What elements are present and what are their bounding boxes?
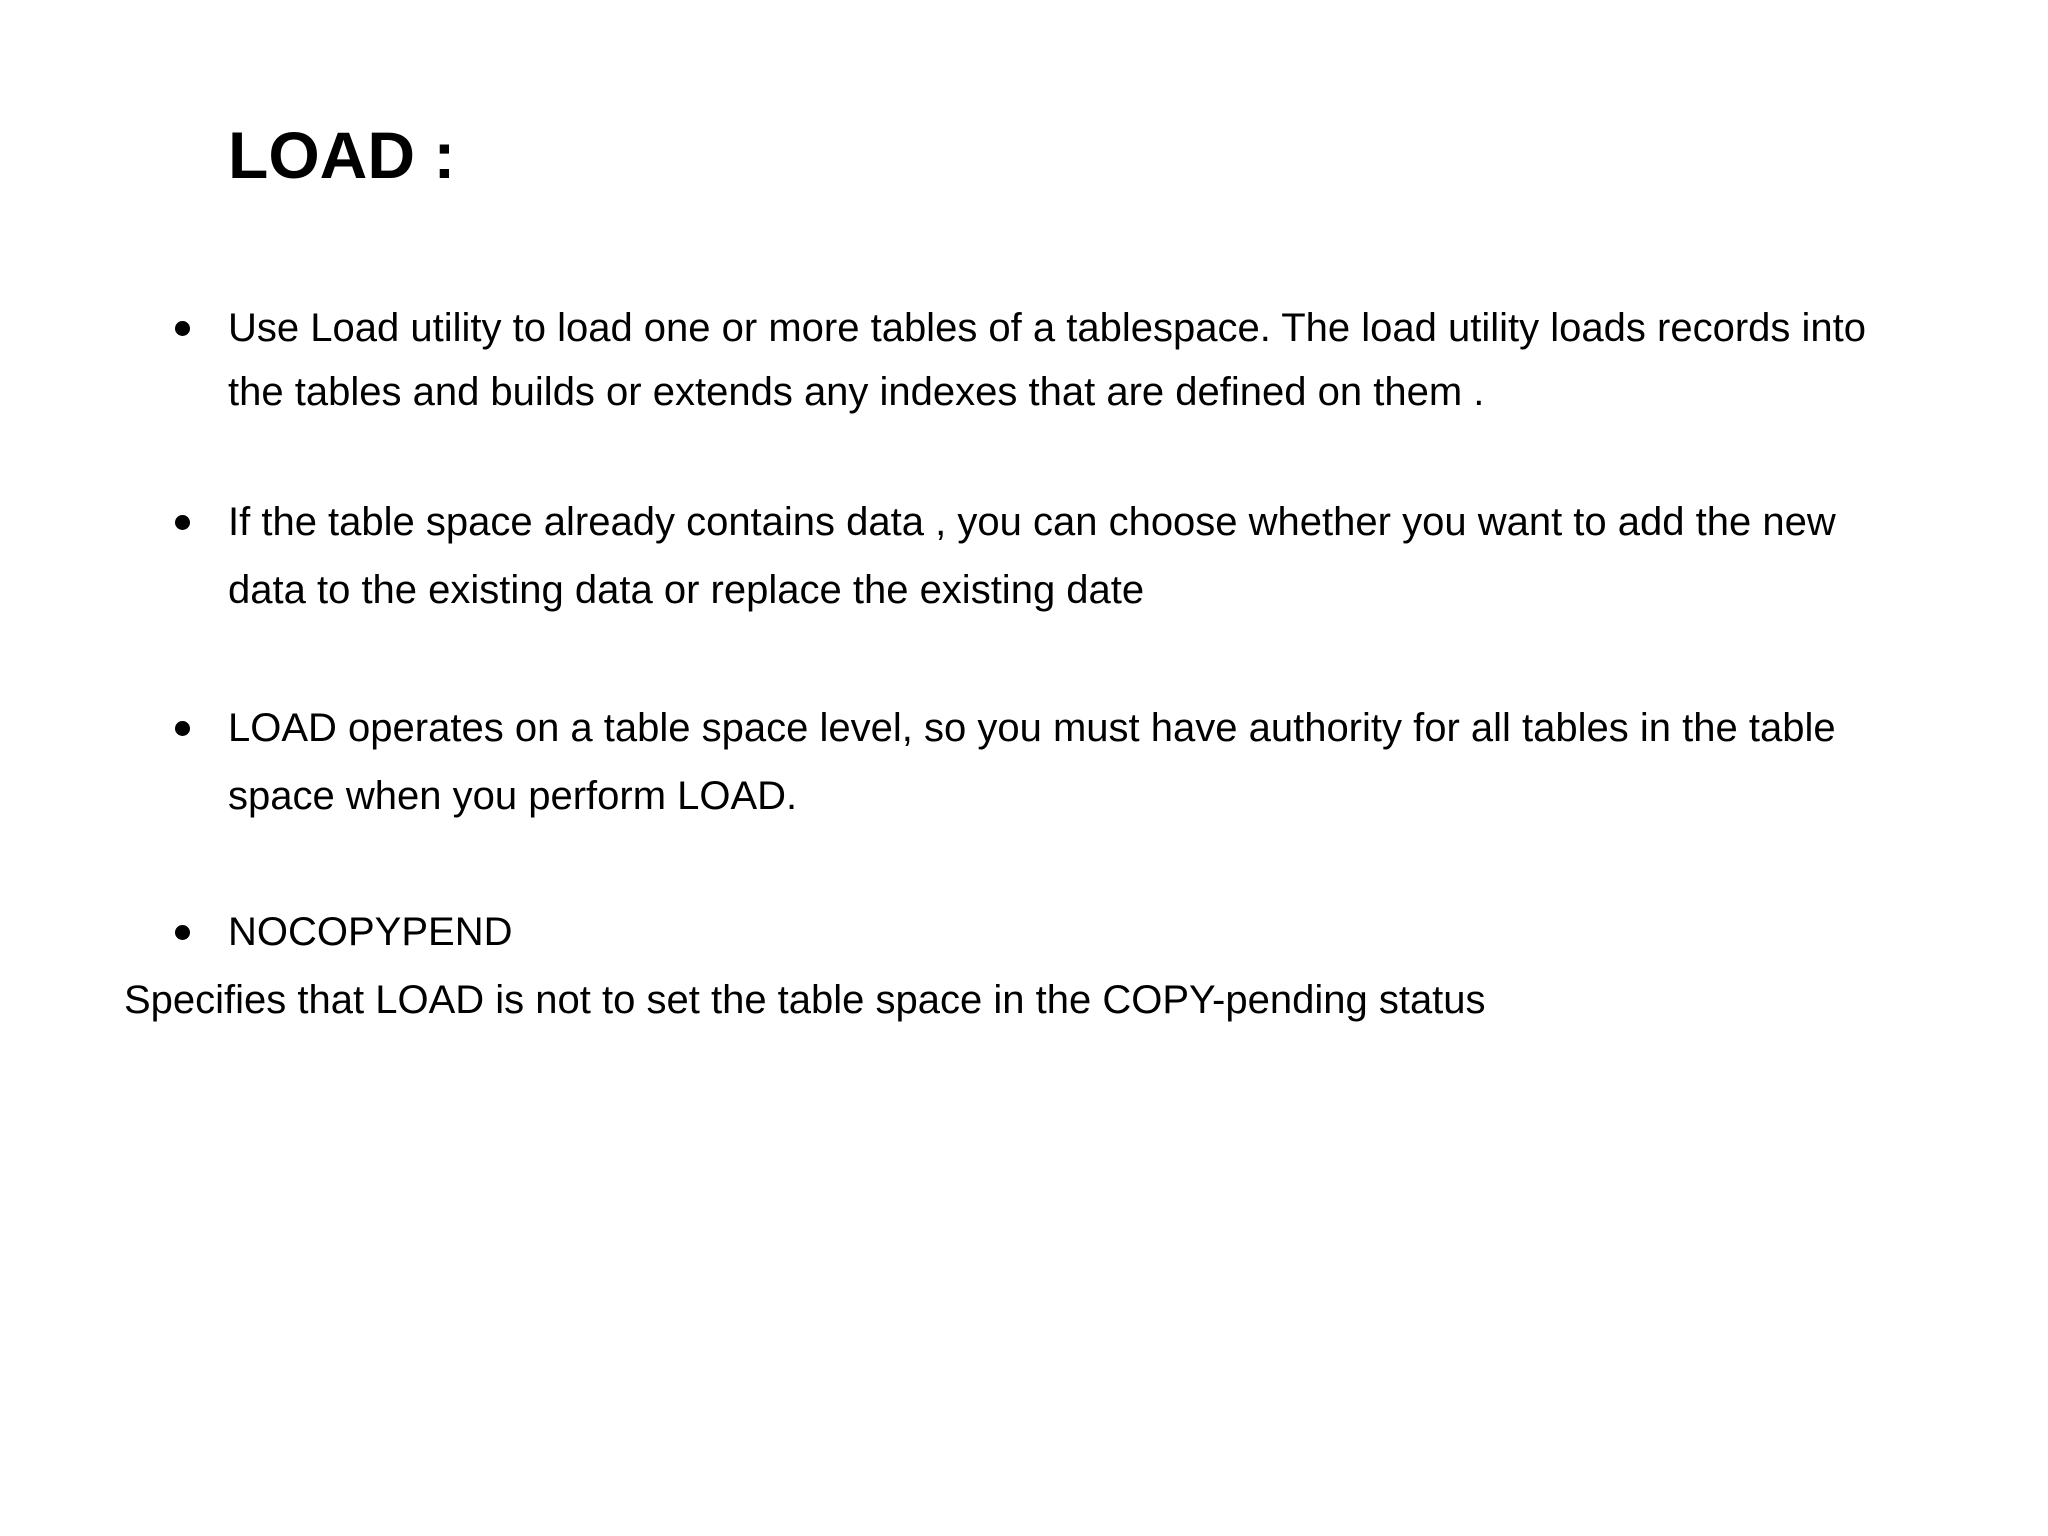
bullet-icon xyxy=(175,925,190,940)
page-title: LOAD : xyxy=(228,118,456,192)
bullet-icon xyxy=(175,721,190,736)
list-item xyxy=(228,694,1888,830)
list-item-text: Use Load utility to load one or more tables of a tablespace. The load utility loads records into the tables and builds or extends any indexes that are defined on them . xyxy=(228,306,1866,414)
list-item xyxy=(228,900,1888,964)
option-description: Specifies that LOAD is not to set the table space in the COPY-pending status xyxy=(124,978,1486,1022)
list-item-text: NOCOPYPEND xyxy=(228,910,513,954)
list-item xyxy=(228,488,1888,624)
bullet-icon xyxy=(175,515,190,530)
bullet-icon xyxy=(175,321,190,336)
list-item xyxy=(228,296,1888,424)
list-item-text: If the table space already contains data , you can choose whether you want to add the new data to the existing data or replace the existing date xyxy=(228,500,1836,612)
list-item-text: LOAD operates on a table space level, so you must have authority for all tables in the table space when you perform LOAD. xyxy=(228,706,1836,818)
